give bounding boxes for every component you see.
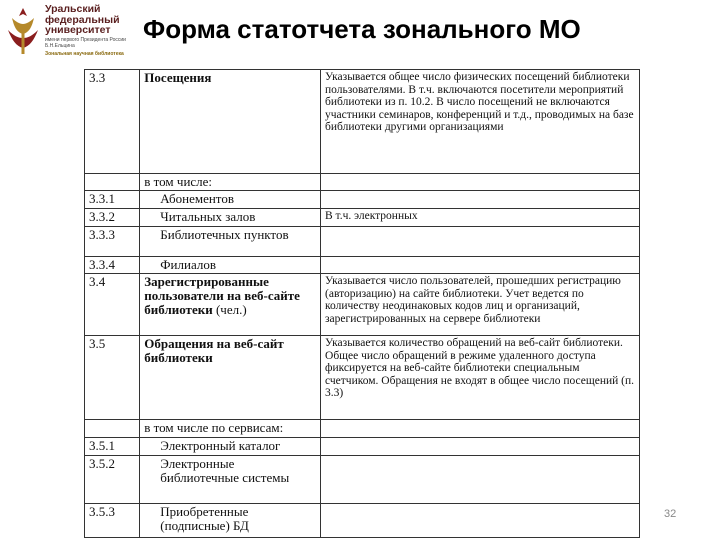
row-description: Указывается общее число физических посещений библиотеки пользователями. В т.ч. включаются посетители мероприятий библиотеки из п. 10.2. В число посещений не включаются участники семинаров, конференций и т.д., проводимых на базе библиотеки другими организациями: [321, 70, 640, 174]
row-number: 3.4: [85, 274, 140, 336]
logo-library: Зональная научная библиотека: [45, 50, 124, 57]
row-number: 3.3.1: [85, 191, 140, 209]
row-number: 3.5: [85, 336, 140, 420]
row-description: В т.ч. электронных: [321, 209, 640, 227]
row-number: 3.5.1: [85, 438, 140, 456]
row-description: [321, 257, 640, 274]
logo-name-line: университет: [45, 24, 111, 36]
row-name: [140, 274, 321, 336]
row-name: Электронные библиотечные системы: [140, 456, 321, 504]
row-description: [321, 227, 640, 257]
row-number: [85, 174, 140, 191]
emblem-icon: [4, 4, 42, 60]
slide-title: Форма статотчета зонального МО: [143, 14, 581, 44]
row-description: [321, 438, 640, 456]
table-row: [85, 456, 640, 504]
table-row: [85, 191, 640, 209]
row-number: [85, 420, 140, 438]
row-name: Посещения: [140, 70, 321, 174]
row-number: 3.3: [85, 70, 140, 174]
row-name: Абонементов: [140, 191, 321, 209]
logo-name-line: Уральский: [45, 3, 101, 15]
row-description: Указывается количество обращений на веб-сайт библиотеки. Общее число обращений в режиме удаленного доступа фиксируется на веб-сайте библиотеки специальным счетчиком. Обращения не входят в общее число посещений (п. 3.3): [321, 336, 640, 420]
row-name: в том числе по сервисам:: [140, 420, 321, 438]
table-row: [85, 174, 640, 191]
row-description: [321, 191, 640, 209]
logo-subtitle: имени первого Президента России Б.Н.Ельцина: [45, 36, 126, 49]
row-name: Электронный каталог: [140, 438, 321, 456]
row-description: [321, 420, 640, 438]
row-description: [321, 504, 640, 538]
table-row: [85, 257, 640, 274]
row-number: 3.3.2: [85, 209, 140, 227]
university-logo: [4, 4, 144, 66]
table-row: [85, 438, 640, 456]
row-name-suffix: (чел.): [212, 302, 247, 317]
row-name: Обращения на веб-сайт библиотеки: [140, 336, 321, 420]
table-row: [85, 504, 640, 538]
logo-name-line: федеральный: [45, 13, 120, 26]
row-name: Приобретенные (подписные) БД: [140, 504, 321, 538]
table-row: [85, 209, 640, 227]
row-description: [321, 456, 640, 504]
table-row: [85, 70, 640, 174]
stat-report-table: [84, 69, 640, 538]
table-row: [85, 227, 640, 257]
page-number: 32: [664, 508, 677, 520]
table-row: [85, 420, 640, 438]
row-name: Филиалов: [140, 257, 321, 274]
row-name: Читальных залов: [140, 209, 321, 227]
row-description: Указывается число пользователей, прошедших регистрацию (авторизацию) на сайте библиотеки. Учет ведется по количеству неодинаковых кодов лиц и организаций, зарегистрированных на сервере библиотеки: [321, 274, 640, 336]
row-number: 3.3.4: [85, 257, 140, 274]
table-row: [85, 336, 640, 420]
row-number: 3.3.3: [85, 227, 140, 257]
row-name: в том числе:: [140, 174, 321, 191]
row-number: 3.5.2: [85, 456, 140, 504]
row-name-main: Зарегистрированные пользователи на веб-сайте библиотеки: [144, 274, 300, 317]
row-name: Библиотечных пунктов: [140, 227, 321, 257]
table-row: [85, 274, 640, 336]
row-number: 3.5.3: [85, 504, 140, 538]
row-description: [321, 174, 640, 191]
